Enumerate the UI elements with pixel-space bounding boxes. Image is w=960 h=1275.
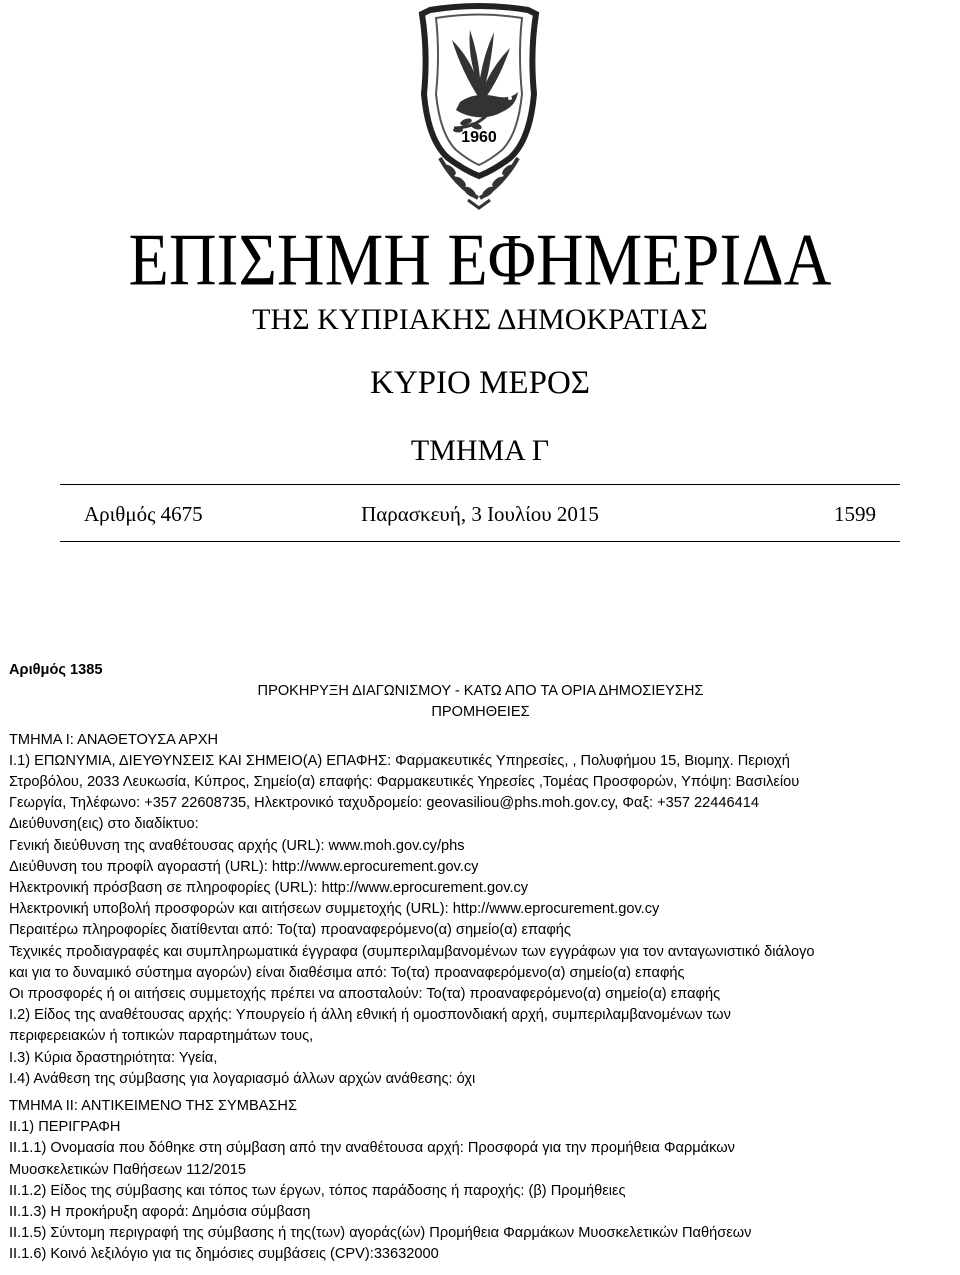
gazette-title: ΕΠΙΣΗΜΗ ΕΦΗΜΕΡΙΔΑ xyxy=(128,219,832,302)
issue-number: Αριθμός 4675 xyxy=(84,502,203,526)
electronic-submission: Ηλεκτρονική υποβολή προσφορών και αιτήσεων συμμετοχής (URL): http://www.eprocurement.gov.cy xyxy=(9,901,660,918)
notice-heading-line1: ΠΡΟΚΗΡΥΞΗ ΔΙΑΓΩΝΙΣΜΟΥ - ΚΑΤΩ ΑΠΟ ΤΑ ΟΡΙΑ ΔΗΜΟΣΙΕΥΣΗΣ xyxy=(257,683,704,700)
buyer-profile: Διεύθυνση του προφίλ αγοραστή (URL): http://www.eprocurement.gov.cy xyxy=(9,858,479,875)
electronic-access: Ηλεκτρονική πρόσβαση σε πληροφορίες (URL): http://www.eprocurement.gov.cy xyxy=(9,880,529,897)
i3: Ι.3) Κύρια δραστηριότητα: Υγεία, xyxy=(9,1049,218,1066)
coat-of-arms-icon xyxy=(370,2,588,212)
i1-line2: Στροβόλου, 2033 Λευκωσία, Κύπρος, Σημείο(α) επαφής: Φαρμακευτικές Υηρεσίες ,Τομέας Προσφορών, Υπόψη: Βασιλείου xyxy=(9,774,800,791)
page-number: 1599 xyxy=(834,502,876,526)
issue-top-rule xyxy=(60,484,900,485)
general-address: Γενική διεύθυνση της αναθέτουσας αρχής (URL): www.moh.gov.cy/phs xyxy=(9,837,465,854)
ii13: ΙΙ.1.3) Η προκήρυξη αφορά: Δημόσια σύμβαση xyxy=(9,1204,311,1221)
send-to: Οι προσφορές ή οι αιτήσεις συμμετοχής πρέπει να αποσταλούν: Το(τα) προαναφερόμενο(α) σημείο(α) επαφής xyxy=(9,986,721,1003)
notice-body xyxy=(9,660,952,1266)
issue-bar xyxy=(80,497,880,531)
emblem-year: 1960 xyxy=(461,129,497,146)
specs-line1: Τεχνικές προδιαγραφές και συμπληρωματικά έγγραφα (συμπεριλαμβανομένων των εγγράφων για τον ανταγωνιστικό διάλογο xyxy=(9,943,815,960)
specs-line2: και για το δυναμικό σύστημα αγορών) είναι διαθέσιμα από: Το(τα) προαναφερόμενο(α) σημείο(α) επαφής xyxy=(9,964,685,981)
ii1: ΙΙ.1) ΠΕΡΙΓΡΑΦΗ xyxy=(9,1119,121,1136)
gazette-section: ΤΜΗΜΑ Γ xyxy=(410,434,550,467)
ii16: ΙΙ.1.6) Κοινό λεξιλόγιο για τις δημόσιες συμβάσεις (CPV):33632000 xyxy=(9,1246,439,1263)
issue-bottom-rule xyxy=(60,541,900,542)
issue-date: Παρασκευή, 3 Ιουλίου 2015 xyxy=(361,502,599,526)
i1-line3: Γεωργία, Τηλέφωνο: +357 22608735, Ηλεκτρονικό ταχυδρομείο: geovasiliou@phs.moh.gov.cy, Φαξ: +357 22446414 xyxy=(9,795,759,812)
ii11-line2: Μυοσκελετικών Παθήσεων 112/2015 xyxy=(9,1161,246,1178)
gazette-part: ΚΥΡΙΟ ΜΕΡΟΣ xyxy=(370,365,590,401)
section2-title: ΤΜΗΜΑ ΙΙ: ΑΝΤΙΚΕΙΜΕΝΟ ΤΗΣ ΣΥΜΒΑΣΗΣ xyxy=(9,1098,297,1115)
ii11-line1: ΙΙ.1.1) Ονομασία που δόθηκε στη σύμβαση από την αναθέτουσα αρχή: Προσφορά για την προμήθεια Φαρμάκων xyxy=(9,1140,735,1157)
notice-heading-line2: ΠΡΟΜΗΘΕΙΕΣ xyxy=(431,704,530,721)
ii12: ΙΙ.1.2) Είδος της σύμβασης και τόπος των έργων, τόπος παράδοσης ή παροχής: (β) Προμήθειες xyxy=(9,1182,626,1199)
gazette-subtitle: ΤΗΣ ΚΥΠΡΙΑΚΗΣ ΔΗΜΟΚΡΑΤΙΑΣ xyxy=(252,303,708,336)
further-info: Περαιτέρω πληροφορίες διατίθενται από: Το(τα) προαναφερόμενο(α) σημείο(α) επαφής xyxy=(9,922,571,939)
i1-line1: Ι.1) ΕΠΩΝΥΜΙΑ, ΔΙΕΥΘΥΝΣΕΙΣ ΚΑΙ ΣΗΜΕΙΟ(Α) ΕΠΑΦΗΣ: Φαρμακευτικές Υπηρεσίες, , Πολυφήμου 15, Βιομηχ. Περιοχή xyxy=(9,752,790,769)
notice-number: Αριθμός 1385 xyxy=(9,662,103,678)
i2-line2: περιφερειακών ή τοπικών παραρτημάτων τους, xyxy=(9,1028,314,1045)
i4: Ι.4) Ανάθεση της σύμβασης για λογαριασμό άλλων αρχών ανάθεσης: όχι xyxy=(9,1070,476,1087)
section1-title: ΤΜΗΜΑ Ι: ΑΝΑΘΕΤΟΥΣΑ ΑΡΧΗ xyxy=(9,731,219,748)
i2-line1: Ι.2) Είδος της αναθέτουσας αρχής: Υπουργείο ή άλλη εθνική ή ομοσπονδιακή αρχή, συμπεριλαμβανομένων των xyxy=(9,1007,731,1024)
internet-addresses: Διεύθυνση(εις) στο διαδίκτυο: xyxy=(9,816,199,833)
ii15: ΙΙ.1.5) Σύντομη περιγραφή της σύμβασης ή της(των) αγοράς(ών) Προμήθεια Φαρμάκων Μυοσκελετικών Παθήσεων xyxy=(9,1225,752,1242)
